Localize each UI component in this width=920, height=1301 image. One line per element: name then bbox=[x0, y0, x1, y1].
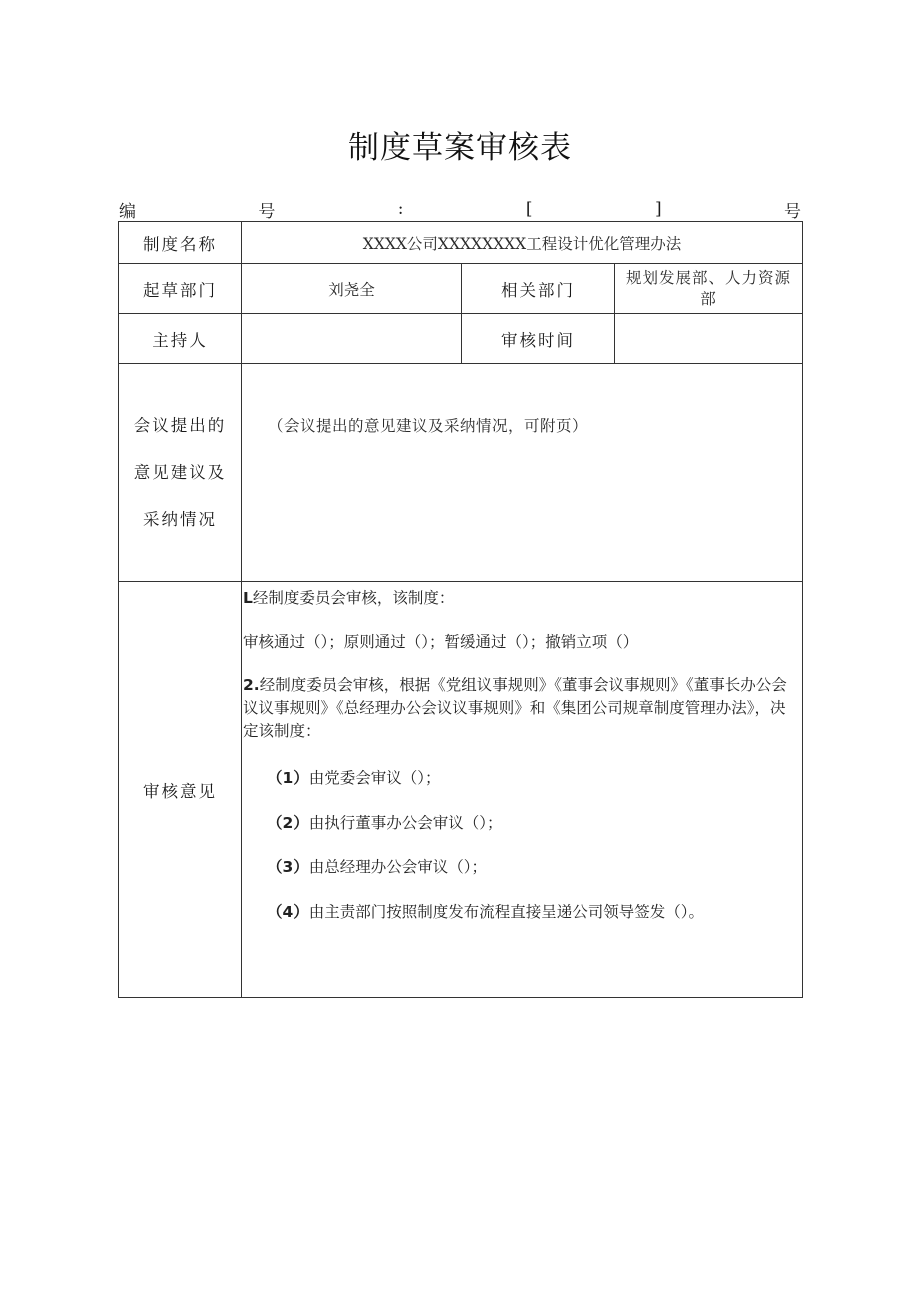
review-item-1-marker: L bbox=[243, 589, 253, 607]
review-sub-item-1 bbox=[267, 766, 441, 788]
review-opinion-label: 审核意见 bbox=[119, 582, 242, 998]
row-system-name bbox=[119, 222, 803, 264]
meeting-label-line-2: 意见建议及 bbox=[133, 463, 227, 482]
review-time-value[interactable] bbox=[615, 314, 803, 364]
review-item-1 bbox=[243, 586, 454, 608]
row-review-opinion bbox=[119, 582, 803, 998]
number-colon: : bbox=[397, 199, 404, 219]
number-suffix: 号 bbox=[783, 201, 801, 222]
number-label-char2: 号 bbox=[258, 201, 276, 222]
system-name-label: 制度名称 bbox=[119, 222, 242, 264]
review-item-1-text: 经制度委员会审核，该制度： bbox=[252, 589, 455, 607]
document-number-line bbox=[119, 197, 801, 221]
review-sub-item-3 bbox=[267, 855, 487, 877]
meeting-comments-hint: （会议提出的意见建议及采纳情况，可附页） bbox=[268, 417, 589, 435]
review-form-table bbox=[118, 221, 803, 998]
review-item-1-options: 审核通过（）；原则通过（）；暂缓通过（）；撤销立项（） bbox=[243, 633, 639, 651]
row-meeting-comments bbox=[119, 364, 803, 582]
review-item-2 bbox=[243, 674, 799, 743]
meeting-label-line-3: 采纳情况 bbox=[143, 510, 217, 529]
sub-item-2-text: 由执行董事办公会审议（）； bbox=[308, 814, 503, 832]
sub-item-3-number: （3） bbox=[267, 858, 309, 876]
meeting-label-line-1: 会议提出的 bbox=[133, 416, 227, 435]
number-label-char1: 编 bbox=[119, 201, 136, 222]
review-opinion-area[interactable] bbox=[242, 582, 803, 998]
related-dept-label: 相关部门 bbox=[462, 264, 615, 314]
sub-item-1-number: （1） bbox=[267, 769, 309, 787]
draft-dept-label: 起草部门 bbox=[119, 264, 242, 314]
row-host bbox=[119, 314, 803, 364]
review-item-2-text: 经制度委员会审核，根据《党组议事规则》《董事会议事规则》《董事长办公会议议事规则》《总经理办公会议议事规则》和《集团公司规章制度管理办法》，决定该制度： bbox=[243, 676, 787, 740]
system-name-value[interactable]: XXXX公司XXXXXXXX工程设计优化管理办法 bbox=[242, 222, 803, 264]
review-sub-item-2 bbox=[267, 811, 503, 833]
review-time-label: 审核时间 bbox=[462, 314, 615, 364]
draft-dept-value[interactable]: 刘尧全 bbox=[242, 264, 462, 314]
review-item-2-marker: 2. bbox=[243, 676, 260, 694]
number-bracket-open: [ bbox=[525, 199, 533, 219]
number-bracket-close: ] bbox=[654, 199, 662, 219]
review-sub-item-4 bbox=[267, 900, 704, 922]
sub-item-3-text: 由总经理办公会审议（）； bbox=[308, 858, 488, 876]
sub-item-4-text: 由主责部门按照制度发布流程直接呈递公司领导签发（）。 bbox=[308, 903, 705, 921]
related-dept-value[interactable]: 规划发展部、人力资源部 bbox=[615, 264, 803, 314]
host-value[interactable] bbox=[242, 314, 462, 364]
row-draft-dept bbox=[119, 264, 803, 314]
host-label: 主持人 bbox=[119, 314, 242, 364]
meeting-comments-label bbox=[119, 364, 242, 582]
sub-item-4-number: （4） bbox=[267, 903, 309, 921]
sub-item-1-text: 由党委会审议（）； bbox=[308, 769, 441, 787]
meeting-comments-area[interactable] bbox=[242, 364, 803, 582]
page-title: 制度草案审核表 bbox=[348, 130, 572, 166]
sub-item-2-number: （2） bbox=[267, 814, 309, 832]
